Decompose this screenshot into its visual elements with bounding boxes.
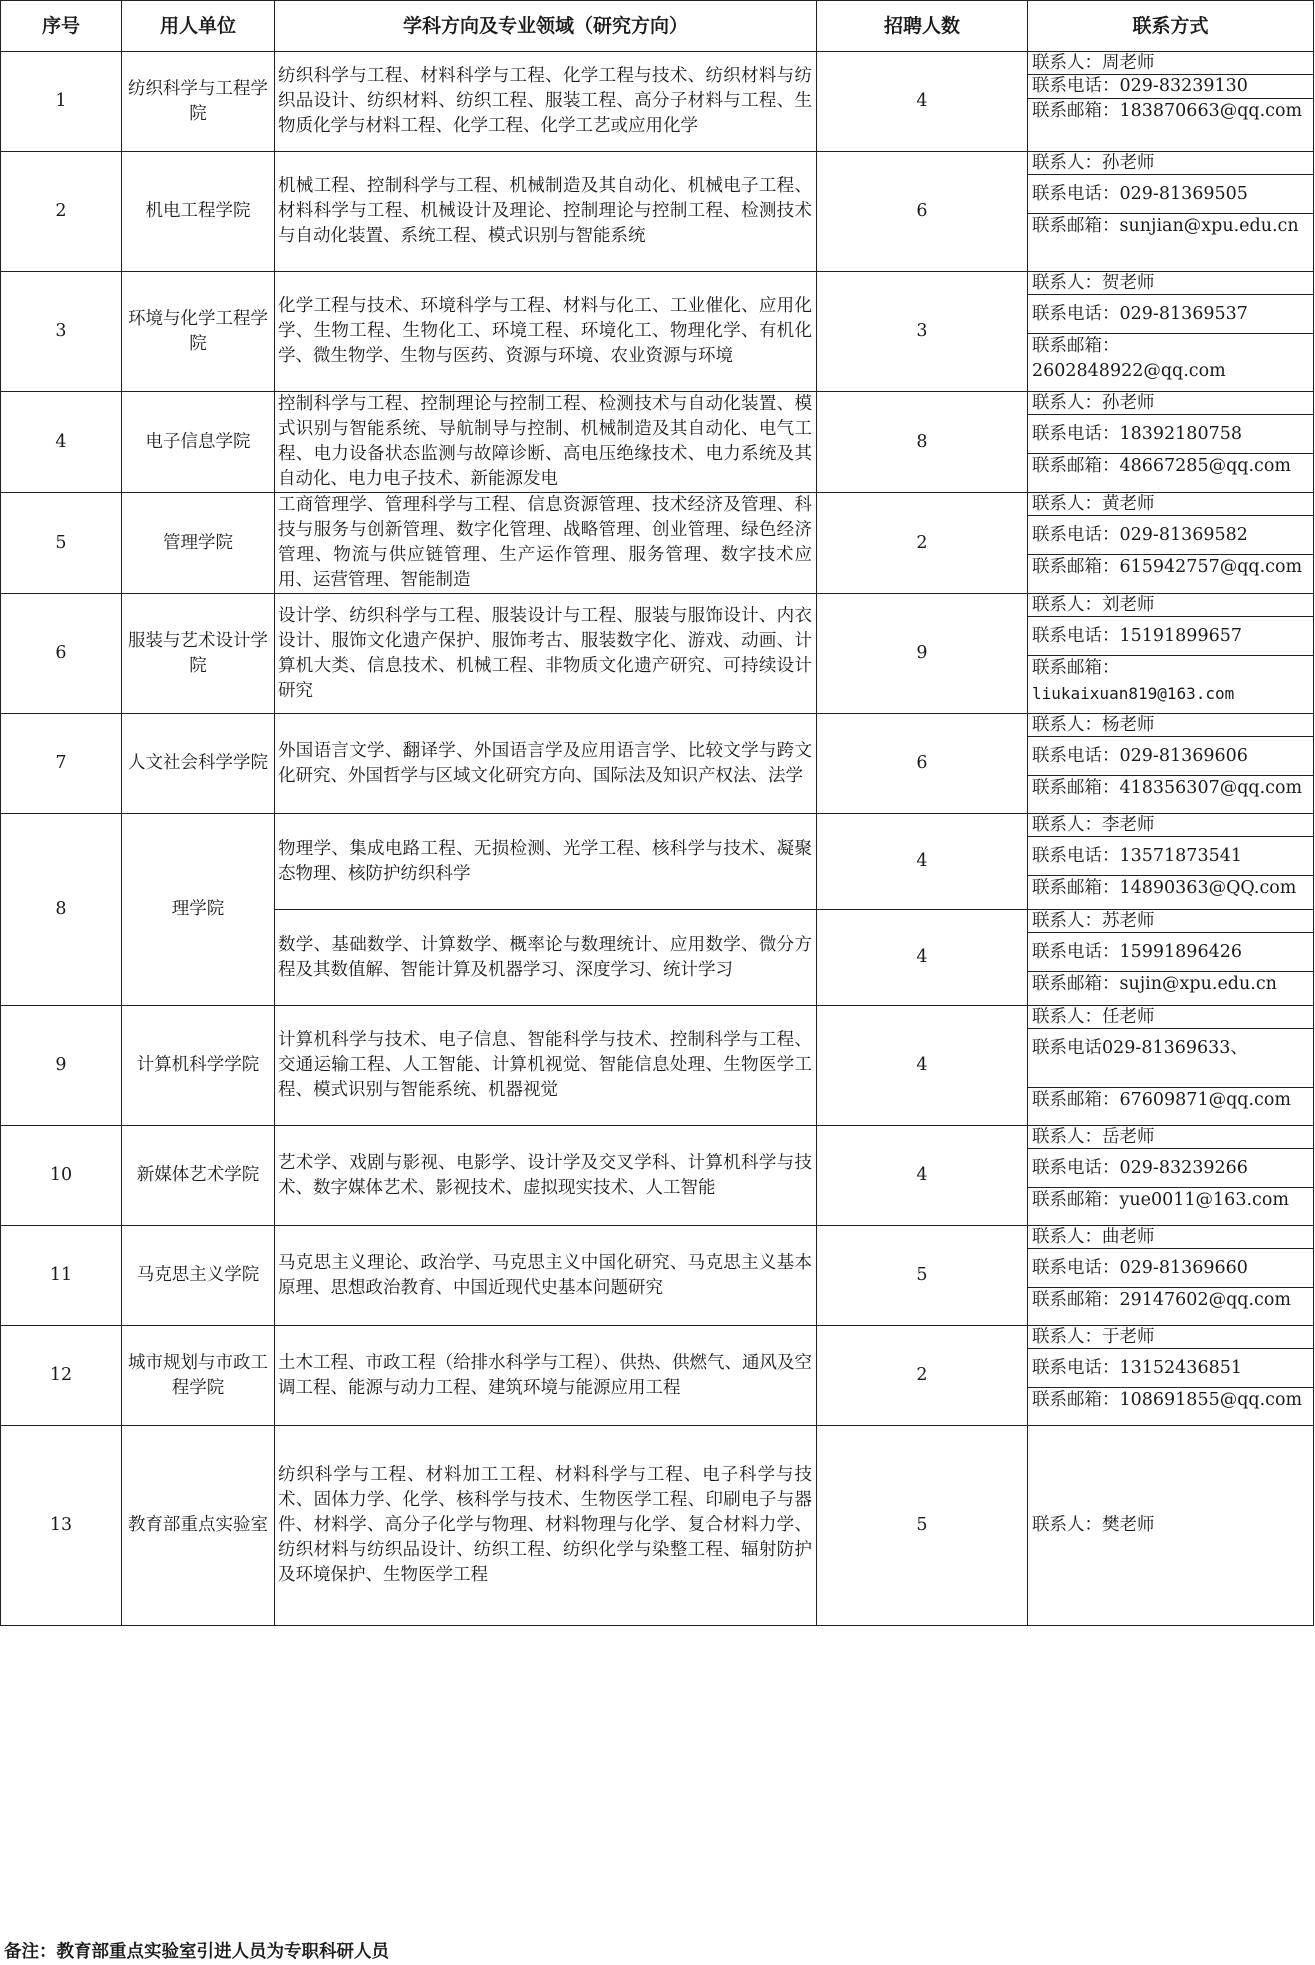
contact-phone: 联系电话：029-81369582 xyxy=(1028,516,1313,555)
row-contact xyxy=(1028,1326,1314,1426)
row-no: 6 xyxy=(1,594,122,714)
row-fields: 土木工程、市政工程（给排水科学与工程）、供热、供燃气、通风及空调工程、能源与动力工程、建筑环境与能源应用工程 xyxy=(275,1326,817,1426)
contact-phone: 联系电话：13571873541 xyxy=(1028,837,1313,876)
table-row xyxy=(1,493,1314,594)
table-row xyxy=(1,1126,1314,1226)
contact-phone: 联系电话：13152436851 xyxy=(1028,1349,1313,1388)
row-unit: 新媒体艺术学院 xyxy=(122,1126,275,1226)
table-row xyxy=(1,272,1314,392)
row-unit: 人文社会科学学院 xyxy=(122,714,275,814)
row-contact xyxy=(1028,493,1314,594)
row-no: 1 xyxy=(1,52,122,152)
contact-phone: 联系电话：029-83239266 xyxy=(1028,1149,1313,1188)
contact-person: 联系人：刘老师 xyxy=(1028,594,1313,617)
header-unit: 用人单位 xyxy=(122,1,275,52)
row-no: 7 xyxy=(1,714,122,814)
header-row xyxy=(1,1,1314,52)
row-unit: 管理学院 xyxy=(122,493,275,594)
row-fields: 控制科学与工程、控制理论与控制工程、检测技术与自动化装置、模式识别与智能系统、导航制导与控制、机械制造及其自动化、电气工程、电力设备状态监测与故障诊断、高电压绝缘技术、电力系统及其自动化、电力电子技术、新能源发电 xyxy=(275,392,817,493)
row-fields: 机械工程、控制科学与工程、机械制造及其自动化、机械电子工程、材料科学与工程、机械设计及理论、控制理论与控制工程、检测技术与自动化装置、系统工程、模式识别与智能系统 xyxy=(275,152,817,272)
row-count: 4 xyxy=(817,910,1028,1006)
contact-email[interactable]: 联系邮箱：615942757@qq.com xyxy=(1032,557,1303,577)
row-fields: 化学工程与技术、环境科学与工程、材料与化工、工业催化、应用化学、生物工程、生物化工、环境工程、环境化工、物理化学、有机化学、微生物学、生物与医药、资源与环境、农业资源与环境 xyxy=(275,272,817,392)
table-row xyxy=(1,52,1314,152)
row-unit: 城市规划与市政工程学院 xyxy=(122,1326,275,1426)
row-no: 12 xyxy=(1,1326,122,1426)
footnote: 备注：教育部重点实验室引进人员为专职科研人员 xyxy=(4,1942,389,1962)
row-count: 5 xyxy=(817,1226,1028,1326)
header-count: 招聘人数 xyxy=(817,1,1028,52)
row-count: 4 xyxy=(817,1126,1028,1226)
row-contact xyxy=(1028,272,1314,392)
row-fields: 外国语言文学、翻译学、外国语言学及应用语言学、比较文学与跨文化研究、外国哲学与区域文化研究方向、国际法及知识产权法、法学 xyxy=(275,714,817,814)
table-row xyxy=(1,392,1314,493)
row-no: 13 xyxy=(1,1426,122,1626)
contact-email[interactable]: 联系邮箱：14890363@QQ.com xyxy=(1032,878,1297,898)
contact-email[interactable]: 联系邮箱：yue0011@163.com xyxy=(1032,1190,1289,1210)
contact-person: 联系人：杨老师 xyxy=(1028,714,1313,737)
row-contact xyxy=(1028,152,1314,272)
row-count: 4 xyxy=(817,814,1028,910)
row-fields: 纺织科学与工程、材料加工工程、材料科学与工程、电子科学与技术、固体力学、化学、核科学与技术、生物医学工程、印刷电子与器件、材料学、高分子化学与物理、材料物理与化学、复合材料力学、纺织材料与纺织品设计、纺织工程、纺织化学与染整工程、辐射防护及环境保护、生物医学工程 xyxy=(275,1426,817,1626)
row-count: 6 xyxy=(817,714,1028,814)
contact-person: 联系人：于老师 xyxy=(1028,1326,1313,1349)
contact-email[interactable]: 联系邮箱：sujin@xpu.edu.cn xyxy=(1032,974,1277,994)
contact-email[interactable]: 联系邮箱：48667285@qq.com xyxy=(1032,456,1291,476)
row-count: 3 xyxy=(817,272,1028,392)
contact-email[interactable]: 联系邮箱：108691855@qq.com xyxy=(1032,1390,1303,1410)
contact-person: 联系人：孙老师 xyxy=(1028,152,1313,175)
row-unit: 理学院 xyxy=(122,814,275,1006)
row-fields: 马克思主义理论、政治学、马克思主义中国化研究、马克思主义基本原理、思想政治教育、中国近现代史基本问题研究 xyxy=(275,1226,817,1326)
row-fields: 物理学、集成电路工程、无损检测、光学工程、核科学与技术、凝聚态物理、核防护纺织科学 xyxy=(275,814,817,910)
row-fields: 计算机科学与技术、电子信息、智能科学与技术、控制科学与工程、交通运输工程、人工智能、计算机视觉、智能信息处理、生物医学工程、模式识别与智能系统、机器视觉 xyxy=(275,1006,817,1126)
row-unit: 教育部重点实验室 xyxy=(122,1426,275,1626)
row-count: 9 xyxy=(817,594,1028,714)
contact-email[interactable]: 联系邮箱：418356307@qq.com xyxy=(1032,778,1303,798)
row-no: 2 xyxy=(1,152,122,272)
contact-person: 联系人：苏老师 xyxy=(1028,910,1313,933)
row-unit: 环境与化学工程学院 xyxy=(122,272,275,392)
contact-person: 联系人：岳老师 xyxy=(1028,1126,1313,1149)
row-fields: 纺织科学与工程、材料科学与工程、化学工程与技术、纺织材料与纺织品设计、纺织材料、纺织工程、服装工程、高分子材料与工程、生物质化学与材料工程、化学工程、化学工艺或应用化学 xyxy=(275,52,817,152)
contact-email[interactable]: 联系邮箱：183870663@qq.com xyxy=(1032,101,1303,121)
contact-email-label: 联系邮箱： xyxy=(1032,658,1120,678)
header-fields: 学科方向及专业领域（研究方向） xyxy=(275,1,817,52)
row-contact xyxy=(1028,392,1314,493)
row-count: 5 xyxy=(817,1426,1028,1626)
row-no: 11 xyxy=(1,1226,122,1326)
table-row xyxy=(1,714,1314,814)
row-contact xyxy=(1028,52,1314,152)
row-contact xyxy=(1028,594,1314,714)
row-unit: 马克思主义学院 xyxy=(122,1226,275,1326)
contact-phone: 联系电话：029-81369505 xyxy=(1028,175,1313,214)
row-count: 2 xyxy=(817,1326,1028,1426)
contact-phone: 联系电话：18392180758 xyxy=(1028,415,1313,454)
contact-phone: 联系电话：029-83239130 xyxy=(1028,75,1313,99)
table-row xyxy=(1,1226,1314,1326)
row-unit: 服装与艺术设计学院 xyxy=(122,594,275,714)
contact-person: 联系人：李老师 xyxy=(1028,814,1313,837)
contact-person: 联系人：黄老师 xyxy=(1028,493,1313,516)
row-unit: 纺织科学与工程学院 xyxy=(122,52,275,152)
row-contact xyxy=(1028,1126,1314,1226)
row-contact xyxy=(1028,1006,1314,1126)
row-contact xyxy=(1028,1226,1314,1326)
row-unit: 计算机科学学院 xyxy=(122,1006,275,1126)
contact-person: 联系人：任老师 xyxy=(1028,1006,1313,1029)
contact-phone: 联系电话：15991896426 xyxy=(1028,933,1313,972)
contact-person: 联系人：周老师 xyxy=(1028,52,1313,75)
contact-email[interactable]: 联系邮箱：2602848922@qq.com xyxy=(1032,336,1226,381)
row-no: 8 xyxy=(1,814,122,1006)
table-row xyxy=(1,1006,1314,1126)
contact-email[interactable]: 联系邮箱：sunjian@xpu.edu.cn xyxy=(1032,216,1299,236)
contact-email[interactable]: 联系邮箱：67609871@qq.com xyxy=(1032,1090,1291,1110)
row-contact xyxy=(1028,714,1314,814)
row-unit: 机电工程学院 xyxy=(122,152,275,272)
table-row xyxy=(1,1426,1314,1626)
row-fields: 设计学、纺织科学与工程、服装设计与工程、服装与服饰设计、内衣设计、服饰文化遗产保护、服饰考古、服装数字化、游戏、动画、计算机大类、信息技术、机械工程、非物质文化遗产研究、可持续设计研究 xyxy=(275,594,817,714)
table-row xyxy=(1,1326,1314,1426)
table-row xyxy=(1,594,1314,714)
row-no: 4 xyxy=(1,392,122,493)
contact-email[interactable]: 联系邮箱：29147602@qq.com xyxy=(1032,1290,1291,1310)
row-unit: 电子信息学院 xyxy=(122,392,275,493)
table-row xyxy=(1,814,1314,910)
contact-email-value[interactable]: liukaixuan819@163.com xyxy=(1032,684,1235,703)
row-no: 10 xyxy=(1,1126,122,1226)
row-fields: 工商管理学、管理科学与工程、信息资源管理、技术经济及管理、科技与服务与创新管理、数字化管理、战略管理、创业管理、绿色经济管理、物流与供应链管理、生产运作管理、服务管理、数字技术应用、运营管理、智能制造 xyxy=(275,493,817,594)
table-row xyxy=(1,152,1314,272)
contact-phone: 联系电话：029-81369537 xyxy=(1028,295,1313,334)
row-count: 4 xyxy=(817,52,1028,152)
row-count: 4 xyxy=(817,1006,1028,1126)
header-no: 序号 xyxy=(1,1,122,52)
contact-phone: 联系电话：029-81369660 xyxy=(1028,1249,1313,1288)
contact-phone: 联系电话：029-81369606 xyxy=(1028,737,1313,776)
row-no: 5 xyxy=(1,493,122,594)
row-fields: 数学、基础数学、计算数学、概率论与数理统计、应用数学、微分方程及其数值解、智能计算及机器学习、深度学习、统计学习 xyxy=(275,910,817,1006)
row-count: 2 xyxy=(817,493,1028,594)
row-contact xyxy=(1028,814,1314,910)
row-count: 8 xyxy=(817,392,1028,493)
contact-person: 联系人：贺老师 xyxy=(1028,272,1313,295)
contact-phone: 联系电话029-81369633、 xyxy=(1028,1029,1313,1088)
contact-person: 联系人：樊老师 xyxy=(1028,1426,1314,1626)
row-fields: 艺术学、戏剧与影视、电影学、设计学及交叉学科、计算机科学与技术、数字媒体艺术、影视技术、虚拟现实技术、人工智能 xyxy=(275,1126,817,1226)
contact-person: 联系人：曲老师 xyxy=(1028,1226,1313,1249)
row-no: 3 xyxy=(1,272,122,392)
row-count: 6 xyxy=(817,152,1028,272)
header-contact: 联系方式 xyxy=(1028,1,1314,52)
row-contact xyxy=(1028,910,1314,1006)
contact-phone: 联系电话：15191899657 xyxy=(1028,617,1313,656)
contact-email[interactable] xyxy=(1028,656,1313,706)
row-no: 9 xyxy=(1,1006,122,1126)
contact-person: 联系人：孙老师 xyxy=(1028,392,1313,415)
